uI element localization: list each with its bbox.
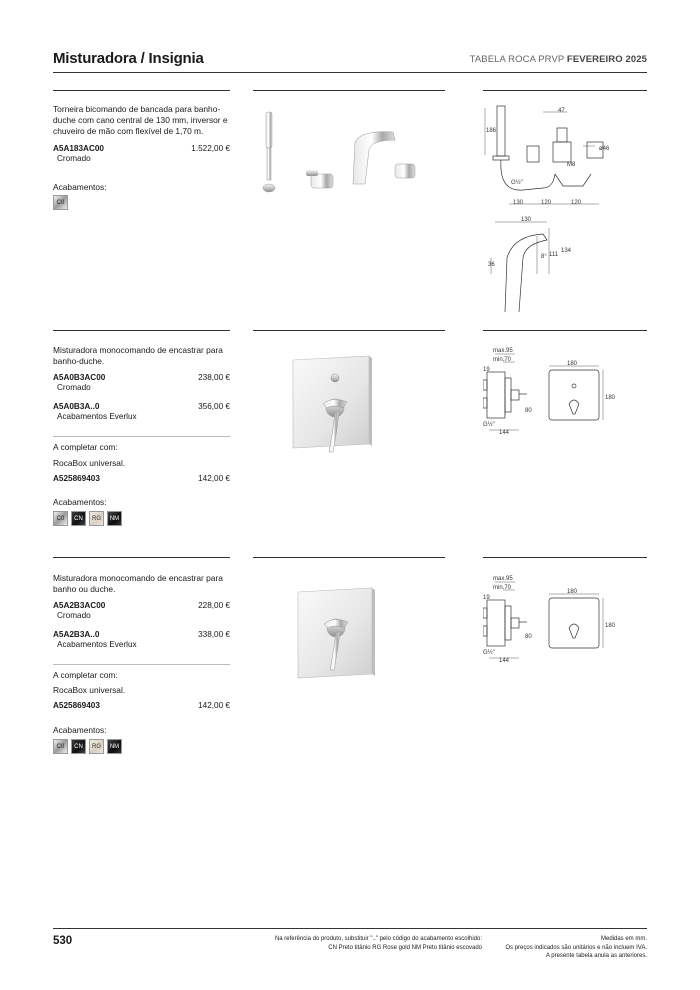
product-price: 338,00 €: [198, 630, 230, 639]
dim-dia46: ø46: [599, 146, 610, 152]
technical-drawing-spout-side: [483, 214, 593, 318]
section2-rule-right: [483, 330, 647, 331]
finish-swatch-cn: CN: [71, 511, 86, 526]
dim-111: 111: [549, 252, 559, 258]
product-price: 228,00 €: [198, 601, 230, 610]
dim-max95: max.95: [493, 348, 513, 354]
finishes-label: Acabamentos:: [53, 725, 107, 735]
section3-rule-right: [483, 557, 647, 558]
product-image-concealed-mixer: [288, 584, 378, 682]
product-finish-name: Cromado: [57, 611, 91, 620]
dim-120b: 120: [571, 200, 582, 206]
header-divider: [53, 72, 647, 73]
product-description: Torneira bicomando de bancada para banho-duche com cano central de 130 mm, inversor e chuveiro de mão com flexível de 1,70 m.: [53, 104, 228, 136]
complete-price: 142,00 €: [198, 701, 230, 710]
product-finish-name: Acabamentos Everlux: [57, 640, 137, 649]
dim-186: 186: [486, 128, 497, 134]
product-image-bath-mixer: [253, 100, 445, 200]
product-description: Misturadora monocomando de encastrar para banho ou duche.: [53, 573, 223, 594]
dim-19: 19: [483, 595, 490, 601]
section1-rule-mid: [253, 90, 445, 91]
complete-ref: A525869403: [53, 474, 100, 483]
product-price: 238,00 €: [198, 373, 230, 382]
complete-divider: [53, 664, 230, 665]
finish-swatch-nm: NM: [107, 739, 122, 754]
dim-180-h: 180: [605, 623, 616, 629]
dim-80: 80: [525, 408, 532, 414]
product-ref: A5A183AC00: [53, 144, 104, 153]
product-finish-name: Cromado: [57, 383, 91, 392]
finishes-label: Acabamentos:: [53, 182, 107, 192]
footer-divider: [53, 928, 647, 929]
page-title: Misturadora / Insignia: [53, 50, 204, 67]
footer-note-line1: Na referência do produto, substituir ".." pelo código do acabamento escolhido:: [274, 936, 482, 942]
product-ref: A5A2B3AC00: [53, 601, 106, 610]
finish-swatch-rg: RG: [89, 739, 104, 754]
dim-80: 80: [525, 634, 532, 640]
product-description: Misturadora monocomando de encastrar para banho-duche.: [53, 345, 223, 366]
section3-rule-left: [53, 557, 230, 558]
table-label: [470, 54, 647, 65]
finish-swatch-co: C0: [53, 739, 68, 754]
finish-swatch-co: C0: [53, 511, 68, 526]
section1-rule-right: [483, 90, 647, 91]
dim-180-w: 180: [567, 361, 578, 367]
dim-g12: G½": [511, 180, 523, 186]
section1-rule-left: [53, 90, 230, 91]
dim-max95: max.95: [493, 576, 513, 582]
dim-g12: G½": [483, 650, 495, 656]
dim-8deg: 8°: [541, 254, 547, 260]
dim-180-w: 180: [567, 589, 578, 595]
footer-note: [275, 935, 482, 952]
complete-item: RocaBox universal.: [53, 685, 126, 695]
finish-swatch-co: C0: [53, 195, 68, 210]
product-image-concealed-mixer: [283, 352, 373, 454]
technical-drawing-concealed-mixer: [483, 344, 647, 440]
dim-g12: G½": [483, 422, 495, 428]
product-ref: A5A0B3A..0: [53, 402, 100, 411]
footer-note-line2: CN Preto titânio RG Rose gold NM Preto titânio escovado: [328, 944, 482, 951]
complete-divider: [53, 436, 230, 437]
footer-info: [505, 935, 647, 961]
dim-120a: 120: [541, 200, 552, 206]
complete-item: RocaBox universal.: [53, 458, 126, 468]
finish-swatch-nm: NM: [107, 511, 122, 526]
technical-drawing-bath-mixer: [483, 100, 647, 212]
product-finish-name: Acabamentos Everlux: [57, 412, 137, 421]
product-ref: A5A0B3AC00: [53, 373, 106, 382]
complete-label: A completar com:: [53, 442, 118, 452]
section2-rule-left: [53, 330, 230, 331]
page-number: 530: [53, 935, 73, 947]
dim-144: 144: [499, 430, 510, 436]
complete-ref: A525869403: [53, 701, 100, 710]
technical-drawing-concealed-mixer: [483, 572, 647, 668]
dim-144: 144: [499, 658, 510, 664]
finish-swatch-rg: RG: [89, 511, 104, 526]
finishes-label: Acabamentos:: [53, 497, 107, 507]
dim-m8: M8: [567, 162, 576, 168]
dim-19: 19: [483, 367, 490, 373]
table-name: TABELA ROCA PRVP: [469, 54, 565, 65]
product-price: 1.522,00 €: [191, 144, 230, 153]
dim-134: 134: [561, 248, 572, 254]
complete-price: 142,00 €: [198, 474, 230, 483]
footer-info-line3: A presente tabela anula as anteriores.: [545, 953, 647, 959]
footer-info-line2: Os preços indicados são unitários e não incluem IVA.: [505, 944, 647, 951]
dim-min70: min.70: [493, 585, 512, 591]
product-ref: A5A2B3A..0: [53, 630, 100, 639]
dim-130: 130: [521, 217, 532, 223]
finish-swatch-cn: CN: [71, 739, 86, 754]
complete-label: A completar com:: [53, 670, 118, 680]
product-price: 356,00 €: [198, 402, 230, 411]
dim-130: 130: [513, 200, 524, 206]
dim-36: 36: [488, 262, 495, 268]
dim-180-h: 180: [605, 395, 616, 401]
footer-info-line1: Medidas em mm.: [600, 936, 647, 942]
section3-rule-mid: [253, 557, 445, 558]
section2-rule-mid: [253, 330, 445, 331]
dim-47: 47: [558, 108, 565, 114]
dim-min70: min.70: [493, 357, 512, 363]
table-period: FEVEREIRO 2025: [566, 54, 647, 65]
product-finish-name: Cromado: [57, 154, 91, 163]
